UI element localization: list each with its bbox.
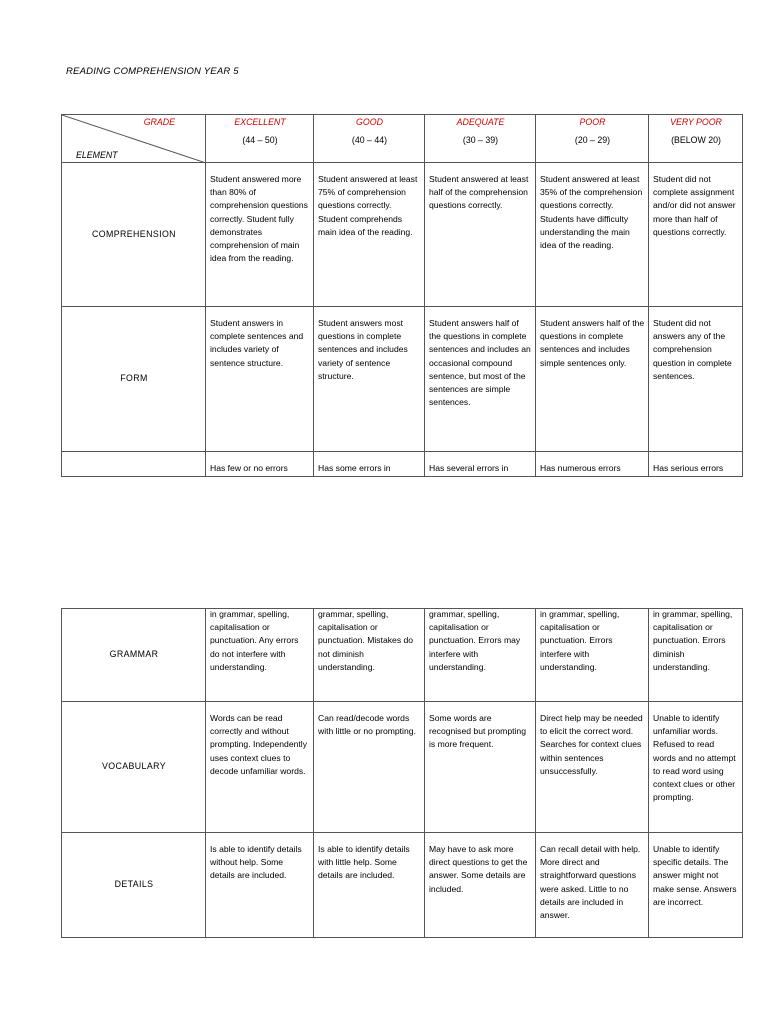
cell-text: Has few or no errors <box>210 463 288 473</box>
cell-text: grammar, spelling, capitalisation or punctuation. Mistakes do not diminish understanding. <box>318 609 414 672</box>
grade-range: (30 – 39) <box>462 135 499 146</box>
rubric-cell <box>425 163 536 307</box>
grade-range: (20 – 29) <box>574 135 611 146</box>
cell-text: Is able to identify details without help. Some details are included. <box>210 844 302 881</box>
grade-name: VERY POOR <box>670 117 722 127</box>
rubric-cell <box>649 833 743 938</box>
cell-text: Words can be read correctly and without prompting. Independently uses context clues to decode unfamiliar words. <box>210 713 307 776</box>
header-corner-cell <box>62 115 206 163</box>
cell-text: Direct help may be needed to elicit the correct word. Searches for context clues within sentences unsuccessfully. <box>540 713 643 776</box>
grade-range: (BELOW 20) <box>671 135 721 146</box>
cell-text: Student answered at least 75% of comprehension questions correctly. Student comprehends main idea of the reading. <box>318 174 418 237</box>
grade-range: (44 – 50) <box>242 135 278 146</box>
rubric-cell <box>314 609 425 702</box>
rubric-cell <box>206 307 314 452</box>
cell-text: Student answered at least 35% of the comprehension questions correctly. Students have difficulty understanding the main idea of the reading. <box>540 174 643 251</box>
rubric-cell <box>314 307 425 452</box>
rubric-cell <box>536 833 649 938</box>
document-title: READING COMPREHENSION YEAR 5 <box>66 66 239 77</box>
cell-text: Unable to identify unfamiliar words. Refused to read words and no attempt to read word using context clues or other prompting. <box>653 713 736 803</box>
rubric-cell <box>649 702 743 833</box>
rubric-cell <box>206 609 314 702</box>
rubric-cell <box>649 609 743 702</box>
rubric-cell <box>536 452 649 477</box>
rubric-table-page-1 <box>61 114 743 477</box>
rubric-cell <box>206 163 314 307</box>
rubric-row-comprehension <box>62 163 743 307</box>
rubric-cell <box>536 609 649 702</box>
grade-header-poor <box>536 115 649 163</box>
cell-text: Student did not answers any of the comprehension question in complete sentences. <box>653 318 732 381</box>
cell-text: Student answers most questions in complete sentences and includes variety of sentence structure. <box>318 318 408 381</box>
cell-text: Can recall detail with help. More direct and straightforward questions were asked. Little to no details are included in answer. <box>540 844 641 921</box>
rubric-cell <box>425 452 536 477</box>
grade-name: POOR <box>579 117 606 127</box>
cell-text: Has numerous errors <box>540 463 621 473</box>
grade-range: (40 – 44) <box>351 135 388 146</box>
cell-text: Is able to identify details with little help. Some details are included. <box>318 844 410 881</box>
rubric-cell <box>425 609 536 702</box>
element-label: GRAMMAR <box>62 609 206 702</box>
grade-name: EXCELLENT <box>234 117 286 127</box>
element-label: DETAILS <box>62 833 206 938</box>
rubric-cell <box>425 307 536 452</box>
cell-text: in grammar, spelling, capitalisation or punctuation. Any errors do not interfere with understanding. <box>210 609 299 672</box>
rubric-cell <box>314 452 425 477</box>
element-label: COMPREHENSION <box>62 163 206 307</box>
rubric-cell <box>649 163 743 307</box>
element-label: VOCABULARY <box>62 702 206 833</box>
rubric-cell <box>649 452 743 477</box>
rubric-cell <box>536 163 649 307</box>
cell-text: Student answers in complete sentences and includes variety of sentence structure. <box>210 318 304 368</box>
rubric-cell <box>536 702 649 833</box>
element-axis-label: ELEMENT <box>76 149 118 160</box>
rubric-table-page-2 <box>61 608 743 938</box>
rubric-cell <box>206 702 314 833</box>
element-label: FORM <box>62 307 206 452</box>
rubric-row-form <box>62 307 743 452</box>
rubric-row-grammar-start <box>62 452 743 477</box>
element-label-empty <box>62 452 206 477</box>
rubric-cell <box>649 307 743 452</box>
rubric-cell <box>206 452 314 477</box>
grade-header-excellent <box>206 115 314 163</box>
grade-header-adequate <box>425 115 536 163</box>
header-row <box>62 115 743 163</box>
rubric-cell <box>314 833 425 938</box>
rubric-cell <box>206 833 314 938</box>
cell-text: Unable to identify specific details. The answer might not make sense. Answers are incorrect. <box>653 844 737 907</box>
cell-text: in grammar, spelling, capitalisation or punctuation. Errors interfere with understanding. <box>540 609 620 672</box>
grade-name: GOOD <box>356 117 383 127</box>
cell-text: May have to ask more direct questions to get the answer. Some details are included. <box>429 844 528 894</box>
cell-text: Has some errors in <box>318 463 391 473</box>
cell-text: grammar, spelling, capitalisation or punctuation. Errors may interfere with understanding. <box>429 609 521 672</box>
grade-header-good <box>314 115 425 163</box>
cell-text: Student answered more than 80% of comprehension questions correctly. Student fully demonstrates comprehension of main idea from the reading. <box>210 174 308 264</box>
cell-text: Student answers half of the questions in complete sentences and includes an occasional compound sentence, but most of the sentences are simple sentences. <box>429 318 531 408</box>
cell-text: Student did not complete assignment and/or did not answer more than half of questions correctly. <box>653 174 736 237</box>
grade-axis-label: GRADE <box>143 117 175 127</box>
cell-text: in grammar, spelling, capitalisation or punctuation. Errors diminish understanding. <box>653 609 733 672</box>
grade-header-very-poor <box>649 115 743 163</box>
cell-text: Some words are recognised but prompting is more frequent. <box>429 713 526 750</box>
rubric-cell <box>425 833 536 938</box>
rubric-cell <box>425 702 536 833</box>
cell-text: Can read/decode words with little or no prompting. <box>318 713 416 737</box>
cell-text: Has serious errors <box>653 463 724 473</box>
rubric-row-vocabulary <box>62 702 743 833</box>
rubric-cell <box>314 163 425 307</box>
rubric-cell <box>536 307 649 452</box>
cell-text: Student answered at least half of the comprehension questions correctly. <box>429 174 529 211</box>
grade-name: ADEQUATE <box>456 117 505 127</box>
cell-text: Student answers half of the questions in complete sentences and includes simple sentences only. <box>540 318 645 368</box>
rubric-row-details <box>62 833 743 938</box>
rubric-cell <box>314 702 425 833</box>
cell-text: Has several errors in <box>429 463 509 473</box>
rubric-row-grammar <box>62 609 743 702</box>
